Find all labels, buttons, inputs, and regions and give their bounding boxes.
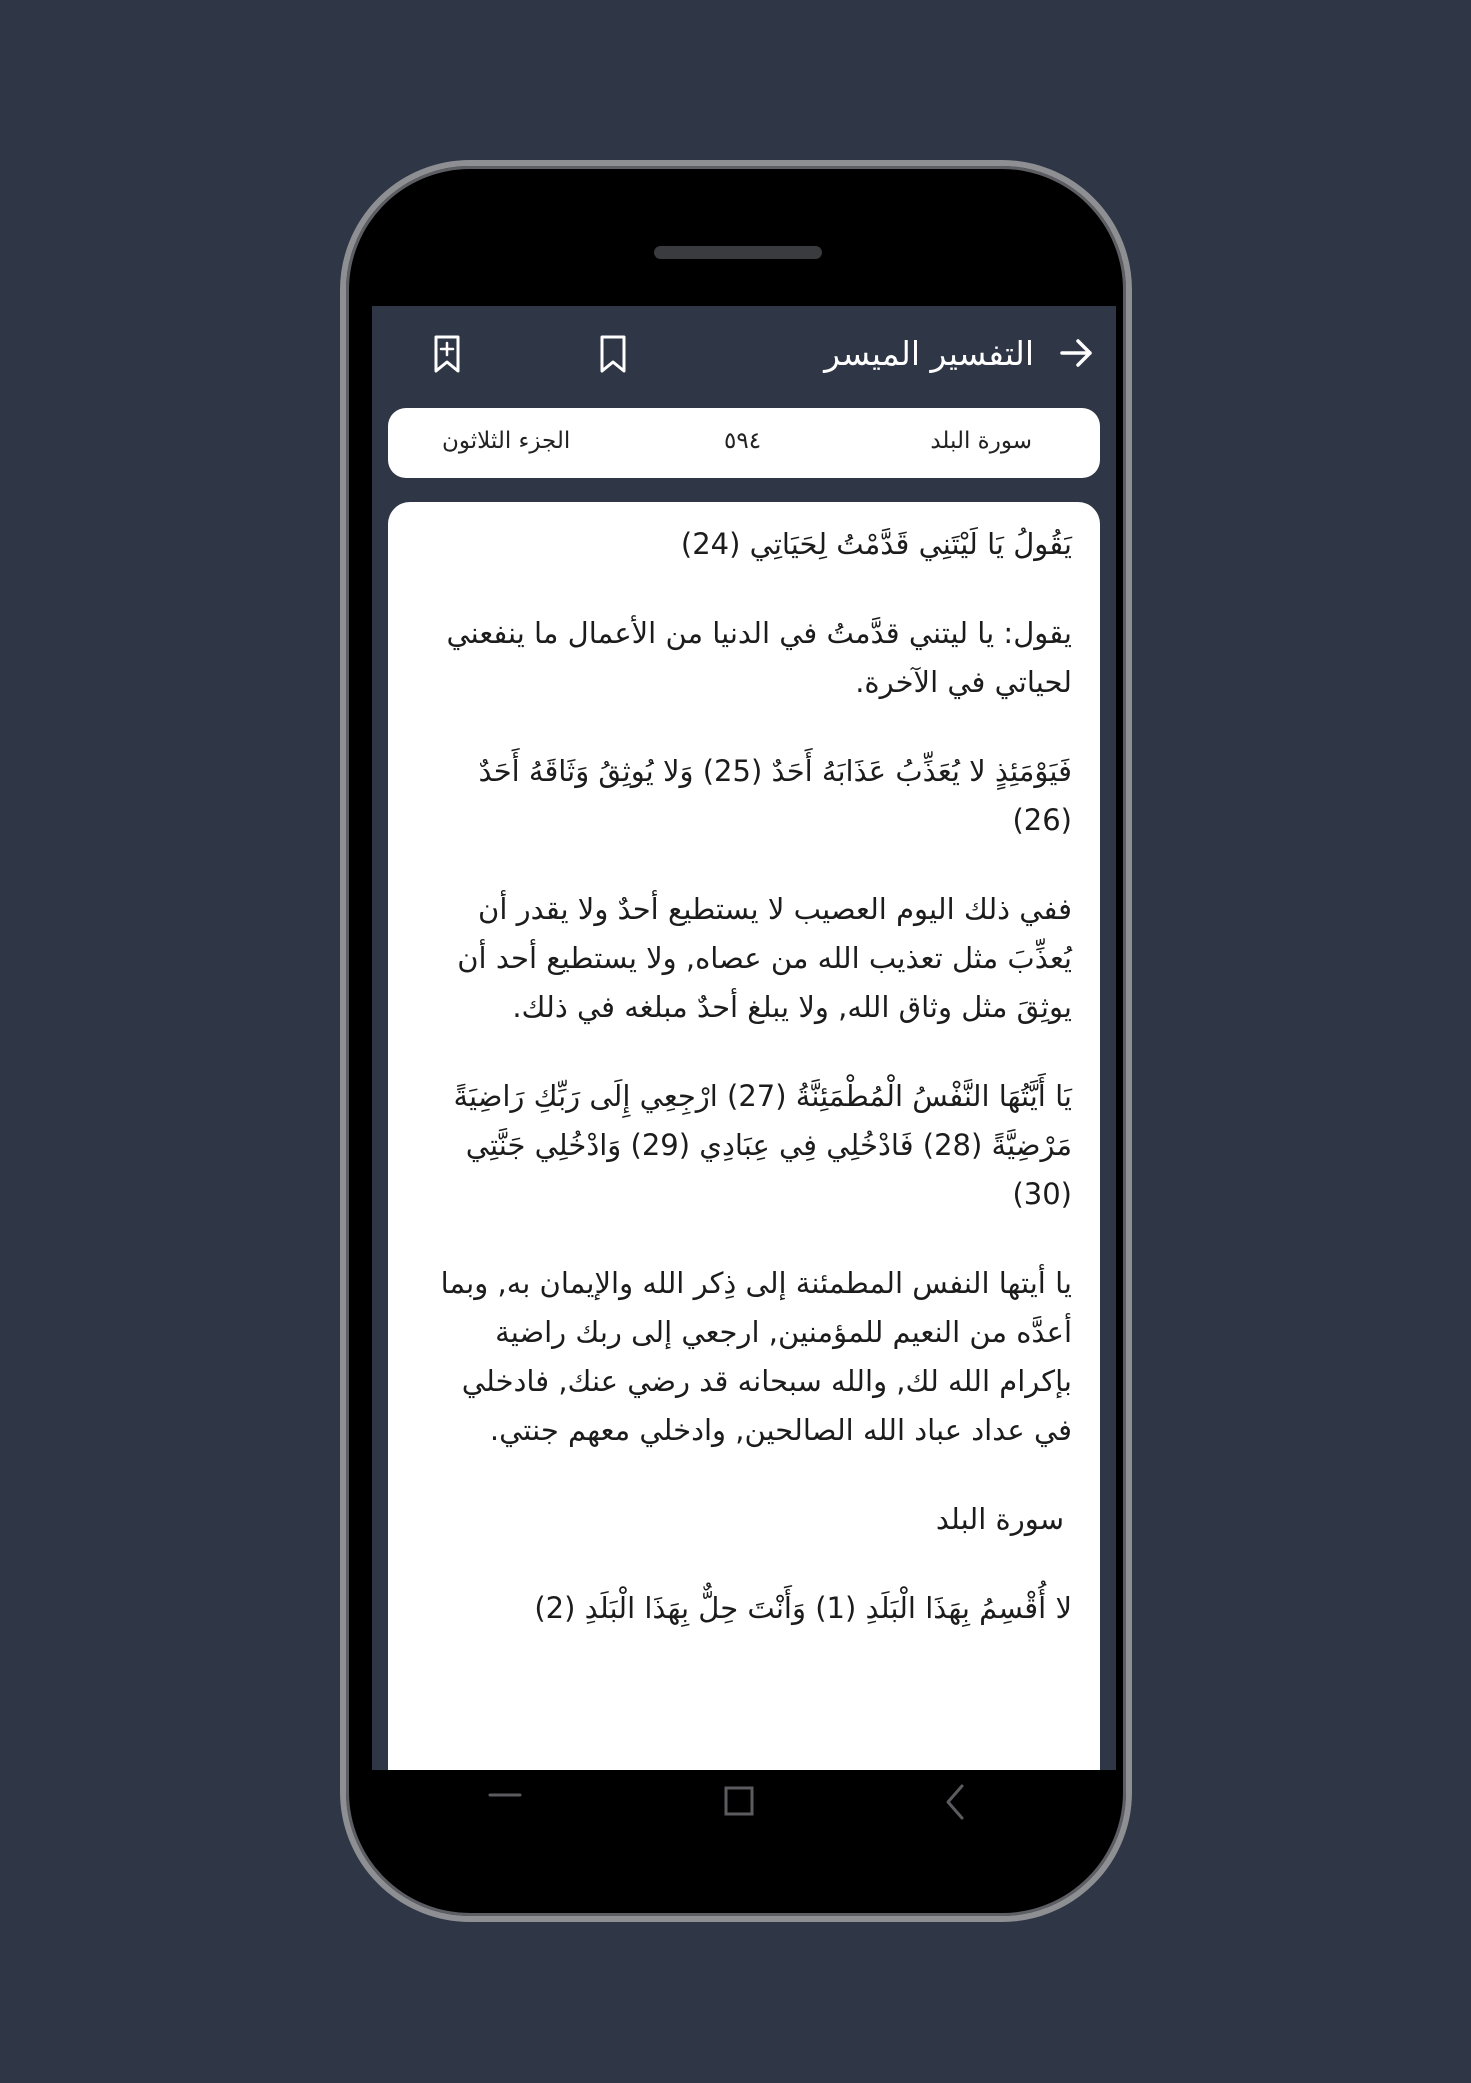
phone-speaker — [654, 246, 822, 259]
bookmark-add-icon — [426, 332, 468, 376]
juz-name: الجزء الثلاثون — [442, 428, 571, 454]
chevron-left-icon[interactable] — [942, 1782, 968, 1822]
verse-text: فَيَوْمَئِذٍ لا يُعَذِّبُ عَذَابَهُ أَحَدٌ (25) وَلا يُوثِقُ وَثَاقَهُ أَحَدٌ (26) — [478, 754, 1072, 837]
system-nav-bar — [346, 1770, 1126, 1860]
app-bar — [372, 306, 1116, 406]
app-screen — [372, 306, 1116, 1770]
square-home-icon[interactable] — [722, 1784, 756, 1818]
tafsir-text: ففي ذلك اليوم العصيب لا يستطيع أحدٌ ولا يقدر أن يُعذِّبَ مثل تعذيب الله من عصاه, ولا يستطيع أحد أن يوثِقَ مثل وثاق الله, ولا يبلغ أحدٌ مبلغه في ذلك. — [457, 892, 1072, 1024]
app-title: التفسير الميسر — [824, 334, 1034, 373]
bookmark-button[interactable] — [592, 332, 634, 376]
surah-heading: سورة البلد — [935, 1502, 1064, 1536]
back-button[interactable] — [1056, 332, 1098, 374]
verse-text: يَا أَيَّتُهَا النَّفْسُ الْمُطْمَئِنَّةُ (27) ارْجِعِي إِلَى رَبِّكِ رَاضِيَةً مَرْضِيَّةً (28) فَادْخُلِي فِي عِبَادِي (29) وَادْخُلِي جَنَّتِي (30) — [453, 1079, 1072, 1211]
tafsir-text-container — [416, 520, 1072, 1673]
tafsir-content[interactable] — [388, 502, 1100, 1770]
surah-info-bar — [388, 408, 1100, 478]
page-number: ٥٩٤ — [724, 428, 762, 454]
surah-name: سورة البلد — [930, 428, 1032, 454]
arrow-right-icon — [1056, 332, 1098, 374]
add-bookmark-button[interactable] — [426, 332, 468, 376]
verse-text: لا أُقْسِمُ بِهَذَا الْبَلَدِ (1) وَأَنْتَ حِلٌّ بِهَذَا الْبَلَدِ (2) — [534, 1591, 1072, 1625]
phone-frame — [340, 160, 1132, 1922]
menu-icon[interactable] — [488, 1790, 522, 1800]
bookmark-icon — [592, 332, 634, 376]
tafsir-text: يا أيتها النفس المطمئنة إلى ذِكر الله والإيمان به, وبما أعدَّه من النعيم للمؤمنين, ارجعي إلى ربك راضية بإكرام الله لك, والله سبحانه قد رضي عنك, فادخلي في عداد عباد الله الصالحين, وادخلي معهم جنتي. — [440, 1266, 1072, 1447]
verse-text: يَقُولُ يَا لَيْتَنِي قَدَّمْتُ لِحَيَاتِي (24) — [680, 527, 1072, 561]
tafsir-text: يقول: يا ليتني قدَّمتُ في الدنيا من الأعمال ما ينفعني لحياتي في الآخرة. — [446, 616, 1072, 699]
